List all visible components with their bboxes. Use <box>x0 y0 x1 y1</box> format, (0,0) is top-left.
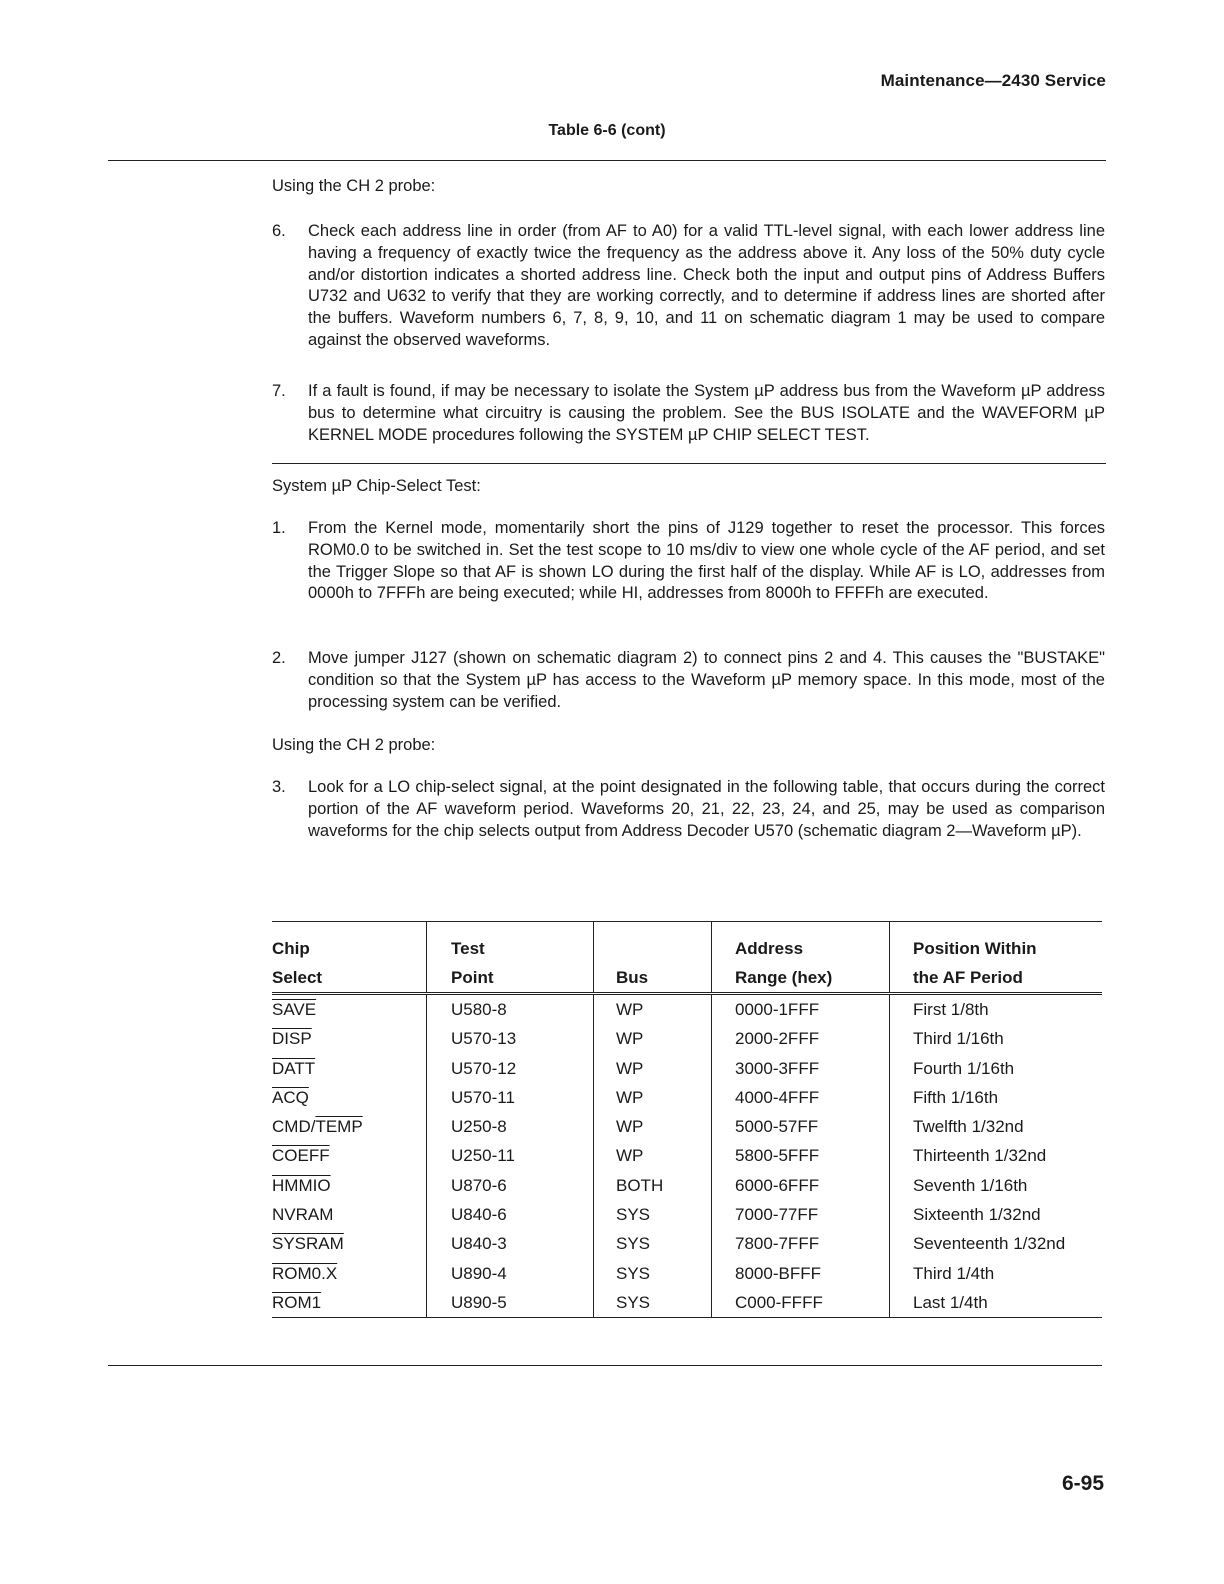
cell-text: 8000-BFFF <box>735 1263 821 1283</box>
cell-text: ROM0.X <box>272 1263 338 1283</box>
cell-address-range <box>712 1288 890 1318</box>
cell-bus <box>594 1054 712 1083</box>
cell-text: COEFF <box>272 1146 330 1166</box>
step-text: Look for a LO chip-select signal, at the point designated in the following table, that occurs during the correct portion of the AF waveform period. Waveforms 20, 21, 22, 23, 24, and 25, may be used as comparison waveforms for the chip selects output from Address Decoder U570 (schematic diagram 2—Waveform µP). <box>308 778 1105 840</box>
cell-text: 5000-57FF <box>735 1117 819 1137</box>
table-row <box>272 1083 1102 1112</box>
step-text: Move jumper J127 (shown on schematic diagram 2) to connect pins 2 and 4. This causes the "BUSTAKE" condition so that the System µP has access to the Waveform µP memory space. In this mode, most of the processing system can be verified. <box>308 649 1105 711</box>
cell-address-range <box>712 994 890 1025</box>
cell-test-point <box>427 1141 594 1170</box>
cell-chip-select <box>272 1229 427 1258</box>
cell-position <box>890 1141 1103 1170</box>
cell-text: 0000-1FFF <box>735 1000 820 1019</box>
cell-text: ROM1 <box>272 1292 322 1312</box>
cell-text: SYS <box>616 1205 651 1225</box>
cell-text: Sixteenth 1/32nd <box>913 1205 1041 1225</box>
cell-bus <box>594 994 712 1025</box>
cell-address-range <box>712 1259 890 1288</box>
cell-address-range <box>712 1112 890 1141</box>
table-row <box>272 1288 1102 1318</box>
cell-text: Thirteenth 1/32nd <box>913 1146 1047 1166</box>
header-position: Position Within the AF Period <box>890 922 1103 994</box>
cell-position <box>890 1288 1103 1318</box>
cell-bus <box>594 1259 712 1288</box>
cell-text: Fifth 1/16th <box>913 1087 999 1107</box>
cell-chip-select <box>272 1141 427 1170</box>
step-6 <box>272 221 1105 352</box>
cell-text: WP <box>616 1029 644 1049</box>
cell-text: 5800-5FFF <box>735 1146 820 1166</box>
step-7 <box>272 381 1105 446</box>
step-number: 3. <box>272 778 286 796</box>
cell-position <box>890 1229 1103 1258</box>
header-bus: Bus <box>594 922 712 994</box>
cell-text: Seventh 1/16th <box>913 1175 1028 1195</box>
cell-text: BOTH <box>616 1175 664 1195</box>
cell-text: Seventeenth 1/32nd <box>913 1234 1066 1254</box>
step-text: If a fault is found, if may be necessary to isolate the System µP address bus from the Waveform µP address bus to determine what circuitry is causing the problem. See the BUS ISOLATE and the WAVEFORM µP KERNEL MODE procedures following the SYSTEM µP CHIP SELECT TEST. <box>308 382 1105 444</box>
cell-address-range <box>712 1200 890 1229</box>
cell-address-range <box>712 1054 890 1083</box>
cell-test-point <box>427 1200 594 1229</box>
cell-text: Last 1/4th <box>913 1292 988 1312</box>
cell-position <box>890 1083 1103 1112</box>
cell-bus <box>594 1229 712 1258</box>
step-text: Check each address line in order (from AF to A0) for a valid TTL-level signal, with each lower address line having a frequency of exactly twice the frequency as the address above it. Any loss of the 50% duty cycle and/or distortion indicates a shorted address line. Check both the input and output pins of Address Buffers U732 and U632 to verify that they are working correctly, and to determine if address lines are shorted after the buffers. Waveform numbers 6, 7, 8, 9, 10, and 11 on schematic diagram 1 may be used to compare against the observed waveforms. <box>308 222 1105 349</box>
cell-text: HMMIO <box>272 1175 331 1195</box>
cell-text: NVRAM <box>272 1205 334 1225</box>
cell-test-point <box>427 1288 594 1318</box>
cell-text: WP <box>616 1117 644 1137</box>
table-row <box>272 994 1102 1025</box>
header-address-range: Address Range (hex) <box>712 922 890 994</box>
cell-test-point <box>427 1259 594 1288</box>
cell-test-point <box>427 994 594 1025</box>
running-header: Maintenance—2430 Service <box>880 71 1106 90</box>
cell-position <box>890 1024 1103 1053</box>
cell-text: Twelfth 1/32nd <box>913 1117 1024 1137</box>
cell-text: WP <box>616 1058 644 1078</box>
cell-test-point <box>427 1229 594 1258</box>
cell-text: C000-FFFF <box>735 1292 823 1312</box>
cell-bus <box>594 1141 712 1170</box>
cell-position <box>890 1200 1103 1229</box>
top-rule <box>108 160 1106 161</box>
cell-chip-select <box>272 1083 427 1112</box>
cell-bus <box>594 1200 712 1229</box>
cell-text: U250-11 <box>451 1146 515 1166</box>
cell-test-point <box>427 1024 594 1053</box>
cell-text: WP <box>616 1146 644 1166</box>
cell-text: U840-3 <box>451 1234 507 1254</box>
step-number: 1. <box>272 519 286 537</box>
cell-text: $\overline{ACQ}$ <box>272 1087 309 1107</box>
section-divider <box>272 463 1106 464</box>
cell-text: 7800-7FFF <box>735 1234 820 1254</box>
cell-text: 4000-4FFF <box>735 1087 820 1107</box>
cell-position <box>890 1259 1103 1288</box>
cell-text: DISP <box>272 1029 312 1049</box>
step-number: 2. <box>272 649 286 667</box>
cell-text: SYS <box>616 1234 651 1254</box>
cell-text: U870-6 <box>451 1175 507 1195</box>
cell-text: SYS <box>616 1292 651 1312</box>
step-text: From the Kernel mode, momentarily short the pins of J129 together to reset the processor. This forces ROM0.0 to be switched in. Set the test scope to 10 ms/div to view one whole cycle of the AF period, and set the Trigger Slope so that AF is shown LO during the first half of the display. While AF is LO, addresses from 0000h to 7FFFh are being executed; while HI, addresses from 8000h to FFFFh are executed. <box>308 519 1105 603</box>
cell-bus <box>594 1083 712 1112</box>
table-row <box>272 1141 1102 1170</box>
table-caption: Table 6-6 (cont) <box>548 122 666 139</box>
cell-test-point <box>427 1112 594 1141</box>
cell-text: 2000-2FFF <box>735 1029 820 1049</box>
cell-test-point <box>427 1054 594 1083</box>
cell-text: Third 1/4th <box>913 1263 995 1283</box>
table-header-row <box>272 922 1102 994</box>
cell-position <box>890 1112 1103 1141</box>
section1-intro: Using the CH 2 probe: <box>272 177 436 195</box>
probe-note: Using the CH 2 probe: <box>272 736 436 754</box>
cell-text: U570-11 <box>451 1087 515 1107</box>
step-2 <box>272 648 1105 713</box>
cell-bus <box>594 1112 712 1141</box>
table-row <box>272 1200 1102 1229</box>
cell-text: 6000-6FFF <box>735 1175 820 1195</box>
cell-text: SAVE <box>272 1000 317 1019</box>
cell-position <box>890 1054 1103 1083</box>
section2-title: System µP Chip-Select Test: <box>272 477 481 495</box>
cell-text: First 1/8th <box>913 1000 989 1019</box>
cell-text: SYSRAM <box>272 1234 344 1254</box>
table-row <box>272 1259 1102 1288</box>
cell-position <box>890 1171 1103 1200</box>
cell-address-range <box>712 1171 890 1200</box>
cell-text: U250-8 <box>451 1117 507 1137</box>
cell-address-range <box>712 1141 890 1170</box>
cell-text: Third 1/16th <box>913 1029 1004 1049</box>
cell-text: 3000-3FFF <box>735 1058 820 1078</box>
step-number: 6. <box>272 222 286 240</box>
cell-test-point <box>427 1083 594 1112</box>
page-number: 6-95 <box>1061 1472 1104 1495</box>
cell-chip-select <box>272 994 427 1025</box>
cell-text: U840-6 <box>451 1205 507 1225</box>
cell-bus <box>594 1171 712 1200</box>
header-chip-select: Chip Select <box>272 939 323 987</box>
cell-text: U570-13 <box>451 1029 517 1049</box>
table-row <box>272 1054 1102 1083</box>
cell-address-range <box>712 1229 890 1258</box>
cell-test-point <box>427 1171 594 1200</box>
cell-text: U580-8 <box>451 1000 507 1019</box>
table-row <box>272 1171 1102 1200</box>
cell-text: WP <box>616 1000 644 1019</box>
cell-chip-select <box>272 1288 427 1318</box>
cell-chip-select <box>272 1259 427 1288</box>
cell-chip-select <box>272 1171 427 1200</box>
cell-chip-select <box>272 1112 427 1141</box>
cell-text: Fourth 1/16th <box>913 1058 1015 1078</box>
cell-text: U890-5 <box>451 1292 507 1312</box>
table-body <box>272 994 1102 1318</box>
cell-text: WP <box>616 1087 644 1107</box>
cell-text: DATT <box>272 1058 316 1078</box>
table-row <box>272 1229 1102 1258</box>
cell-text: U890-4 <box>451 1263 507 1283</box>
cell-position <box>890 994 1103 1025</box>
step-number: 7. <box>272 382 286 400</box>
cell-chip-select <box>272 1054 427 1083</box>
step-3 <box>272 777 1105 842</box>
bottom-rule <box>108 1365 1102 1366</box>
cell-bus <box>594 1288 712 1318</box>
cell-address-range <box>712 1083 890 1112</box>
chip-select-table <box>272 921 1102 1318</box>
cell-address-range <box>712 1024 890 1053</box>
cell-text: 7000-77FF <box>735 1205 819 1225</box>
cell-chip-select <box>272 1024 427 1053</box>
cell-text: SYS <box>616 1263 651 1283</box>
cell-chip-select <box>272 1200 427 1229</box>
table-row <box>272 1112 1102 1141</box>
cell-text: CMD/TEMP <box>272 1117 363 1137</box>
header-test-point: Test Point <box>427 922 594 994</box>
table-row <box>272 1024 1102 1053</box>
step-1 <box>272 518 1105 605</box>
cell-text: U570-12 <box>451 1058 517 1078</box>
cell-bus <box>594 1024 712 1053</box>
